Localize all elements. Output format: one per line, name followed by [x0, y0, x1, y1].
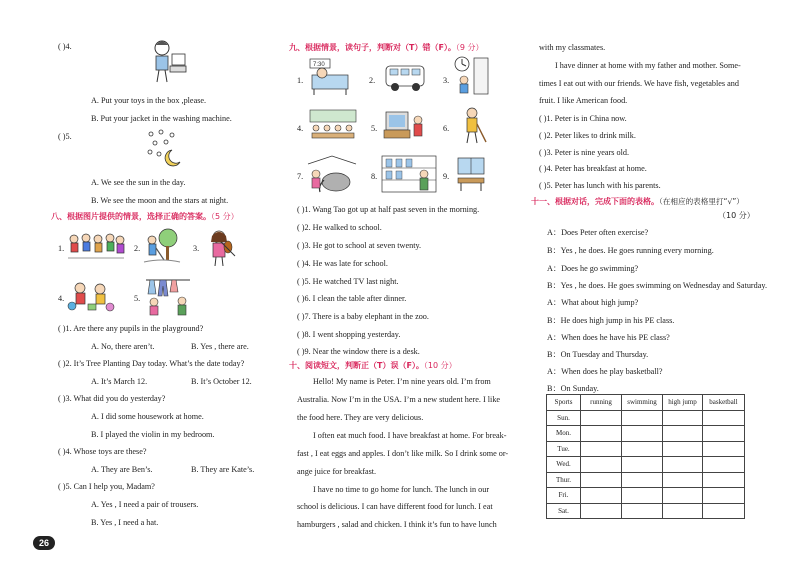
cleaning-illustration: [452, 106, 492, 146]
table-header-row: [547, 395, 745, 411]
table-header-swimming: swimming: [622, 395, 663, 411]
table-cell[interactable]: [663, 426, 703, 442]
table-row: [547, 488, 745, 504]
dialogue-line-3: A：Does he go swimming?: [547, 264, 639, 273]
table-cell[interactable]: [622, 410, 663, 426]
s10-statement-2: ( )2. Peter likes to drink milk.: [539, 131, 636, 140]
boy-computer-illustration: [148, 38, 188, 84]
q5-option-b: B. We see the moon and the stars at night.: [91, 196, 229, 205]
sec8-q4-a: A. They are Ben’s.: [91, 465, 153, 474]
s9-pic-num-2: 2.: [369, 76, 376, 85]
table-cell[interactable]: [703, 472, 745, 488]
table-cell[interactable]: [622, 457, 663, 473]
table-cell[interactable]: [622, 441, 663, 457]
s9-pic-num-5: 5.: [371, 124, 378, 133]
table-cell[interactable]: [663, 503, 703, 519]
sec8-q5: ( )5. Can I help you, Madam?: [58, 482, 155, 491]
passage-line-8: school is delicious. I can have different food for lunch. I eat: [297, 502, 493, 511]
window-desk-illustration: [454, 156, 490, 192]
table-row: [547, 503, 745, 519]
table-cell[interactable]: [663, 410, 703, 426]
section11-title-text: 十一、根据对话，完成下面的表格。: [531, 197, 659, 206]
table-cell[interactable]: [663, 457, 703, 473]
girl-violin-illustration: [201, 228, 237, 268]
table-cell[interactable]: [663, 488, 703, 504]
dialogue-line-9: A：When does he play basketball?: [547, 367, 663, 376]
passage-line-5: fast , I eat eggs and apples. I don’t like milk. So I drink some or-: [297, 449, 509, 458]
dialogue-line-4: B：Yes , he does. He goes swimming on Wednesday and Saturday.: [547, 281, 767, 290]
s9-statement-2: ( )2. He walked to school.: [297, 223, 382, 232]
passage-cont-4: fruit. I like American food.: [539, 96, 628, 105]
table-day-cell: Sun.: [547, 410, 581, 426]
s9-statement-5: ( )5. He watched TV last night.: [297, 277, 399, 286]
table-header-running: running: [581, 395, 622, 411]
section8-title-text: 八、根据图片提供的情景，选择正确的答案。: [51, 212, 211, 221]
sec8-q1: ( )1. Are there any pupils in the playground?: [58, 324, 204, 333]
passage-line-4: I often eat much food. I have breakfast at home. For break-: [313, 431, 507, 440]
school-clock-illustration: [452, 54, 492, 98]
passage-line-7: I have no time to go home for lunch. The lunch in our: [313, 485, 490, 494]
s9-statement-7: ( )7. There is a baby elephant in the zoo.: [297, 312, 429, 321]
s9-statement-1: ( )1. Wang Tao got up at half past seven in the morning.: [297, 205, 480, 214]
section9-title-text: 九、根据情景，读句子，判断对（T）错（F）。: [289, 43, 456, 52]
s9-pic-num-8: 8.: [371, 172, 378, 181]
s9-pic-num-6: 6.: [443, 124, 450, 133]
table-cell[interactable]: [581, 426, 622, 442]
pic-num-5: 5.: [134, 294, 141, 303]
section10-title: [289, 360, 457, 371]
table-cell[interactable]: [581, 457, 622, 473]
table-cell[interactable]: [663, 472, 703, 488]
table-day-cell: Fri.: [547, 488, 581, 504]
table-cell[interactable]: [703, 488, 745, 504]
dialogue-line-6: B：He does high jump in his PE class.: [547, 316, 675, 325]
zoo-elephant-illustration: [306, 154, 358, 194]
table-cell[interactable]: [703, 441, 745, 457]
dialogue-line-2: B：Yes , he does. He goes running every morning.: [547, 246, 714, 255]
tree-planting-illustration: [142, 226, 182, 266]
table-row: [547, 426, 745, 442]
s9-pic-num-7: 7.: [297, 172, 304, 181]
section9-points: （9 分）: [455, 43, 484, 52]
bed-clock-illustration: [308, 57, 352, 97]
clock-time: 7:30: [313, 62, 325, 68]
sec8-q4: ( )4. Whose toys are these?: [58, 447, 147, 456]
table-cell[interactable]: [663, 441, 703, 457]
s9-pic-num-3: 3.: [443, 76, 450, 85]
section8-title: [51, 211, 239, 222]
sec8-q2: ( )2. It’s Tree Planting Day today. What’s the date today?: [58, 359, 245, 368]
sec8-q4-b: B. They are Kate’s.: [191, 465, 255, 474]
table-row: [547, 457, 745, 473]
table-cell[interactable]: [703, 503, 745, 519]
passage-cont-1: with my classmates.: [539, 43, 606, 52]
table-day-cell: Mon.: [547, 426, 581, 442]
section9-title: [289, 42, 484, 53]
table-cell[interactable]: [581, 410, 622, 426]
passage-line-9: hamburgers , salad and chicken. I think it’s fun to have lunch: [297, 520, 497, 529]
s10-statement-3: ( )3. Peter is nine years old.: [539, 148, 630, 157]
pic-num-4: 4.: [58, 294, 65, 303]
pic-num-3: 3.: [193, 244, 200, 253]
table-cell[interactable]: [703, 410, 745, 426]
table-cell[interactable]: [581, 441, 622, 457]
s9-statement-4: ( )4. He was late for school.: [297, 259, 388, 268]
table-cell[interactable]: [581, 503, 622, 519]
passage-cont-2: I have dinner at home with my father and mother. Some-: [555, 61, 741, 70]
passage-line-3: the food here. They are very delicious.: [297, 413, 424, 422]
s9-statement-3: ( )3. He got to school at seven twenty.: [297, 241, 422, 250]
table-day-cell: Tue.: [547, 441, 581, 457]
q5-option-a: A. We see the sun in the day.: [91, 178, 186, 187]
s9-pic-num-1: 1.: [297, 76, 304, 85]
dialogue-line-5: A：What about high jump?: [547, 298, 639, 307]
shopping-illustration: [380, 154, 438, 194]
dialogue-line-1: A：Does Peter often exercise?: [547, 228, 649, 237]
passage-line-6: ange juice for breakfast.: [297, 467, 377, 476]
table-header-sports: Sports: [547, 395, 581, 411]
table-day-cell: Sat.: [547, 503, 581, 519]
s9-statement-9: ( )9. Near the window there is a desk.: [297, 347, 420, 356]
sec8-q3-a: A. I did some housework at home.: [91, 412, 204, 421]
table-cell[interactable]: [622, 488, 663, 504]
page-number: 26: [33, 536, 55, 550]
s9-pic-num-9: 9.: [443, 172, 450, 181]
classroom-illustration: [308, 108, 358, 142]
sec8-q2-a: A. It’s March 12.: [91, 377, 148, 386]
s9-pic-num-4: 4.: [297, 124, 304, 133]
sec8-q3-b: B. I played the violin in my bedroom.: [91, 430, 215, 439]
q4-option-a: A. Put your toys in the box ,please.: [91, 96, 207, 105]
section10-points: （10 分）: [423, 361, 457, 370]
section8-points: （5 分）: [211, 212, 239, 221]
pupils-playground-illustration: [66, 231, 126, 261]
s9-statement-8: ( )8. I went shopping yesterday.: [297, 330, 401, 339]
clothes-shop-illustration: [142, 276, 194, 316]
sec8-q5-a: A. Yes , I need a pair of trousers.: [91, 500, 199, 509]
table-cell[interactable]: [622, 472, 663, 488]
sec8-q1-a: A. No, there aren’t.: [91, 342, 155, 351]
sec8-q1-b: B. Yes , there are.: [191, 342, 249, 351]
pic-num-2: 2.: [134, 244, 141, 253]
toys-illustration: [66, 280, 116, 312]
section11-title: [531, 196, 744, 207]
q4-label: ( )4.: [58, 42, 72, 51]
table-cell[interactable]: [703, 457, 745, 473]
s10-statement-1: ( )1. Peter is in China now.: [539, 114, 627, 123]
table-day-cell: Wed.: [547, 457, 581, 473]
q5-label: ( )5.: [58, 132, 72, 141]
s10-statement-4: ( )4. Peter has breakfast at home.: [539, 164, 647, 173]
tv-illustration: [382, 108, 428, 142]
moon-stars-illustration: [146, 128, 184, 168]
s10-statement-5: ( )5. Peter has lunch with his parents.: [539, 181, 661, 190]
bus-illustration: [382, 58, 428, 94]
dialogue-line-10: B：On Sunday.: [547, 384, 599, 393]
sports-table: [546, 394, 745, 519]
section11-note: （在相应的表格里打“√”）: [659, 197, 744, 206]
dialogue-line-8: B：On Tuesday and Thursday.: [547, 350, 649, 359]
sec8-q3: ( )3. What did you do yesterday?: [58, 394, 166, 403]
table-row: [547, 410, 745, 426]
passage-line-2: Australia. Now I’m in the USA. I’m a new student here. I like: [297, 395, 501, 404]
pic-num-1: 1.: [58, 244, 65, 253]
dialogue-line-7: A：When does he have his PE class?: [547, 333, 670, 342]
passage-cont-3: times I eat out with our friends. We have fish, vegetables and: [539, 79, 739, 88]
q4-option-b: B. Put your jacket in the washing machine.: [91, 114, 232, 123]
sec8-q2-b: B. It’s October 12.: [191, 377, 252, 386]
section11-points: （10 分）: [718, 211, 755, 220]
table-cell[interactable]: [622, 426, 663, 442]
table-cell[interactable]: [581, 488, 622, 504]
table-cell[interactable]: [581, 472, 622, 488]
sec8-q5-b: B. Yes , I need a hat.: [91, 518, 159, 527]
passage-line-1: Hello! My name is Peter. I’m nine years old. I’m from: [313, 377, 491, 386]
table-row: [547, 472, 745, 488]
section11-points-wrap: [718, 210, 755, 221]
table-cell[interactable]: [703, 426, 745, 442]
table-header-basketball: basketball: [703, 395, 745, 411]
table-header-high-jump: high jump: [663, 395, 703, 411]
s9-statement-6: ( )6. I clean the table after dinner.: [297, 294, 407, 303]
table-cell[interactable]: [622, 503, 663, 519]
section10-title-text: 十、阅读短文，判断正（T）误（F）。: [289, 361, 424, 370]
table-row: [547, 441, 745, 457]
table-day-cell: Thur.: [547, 472, 581, 488]
